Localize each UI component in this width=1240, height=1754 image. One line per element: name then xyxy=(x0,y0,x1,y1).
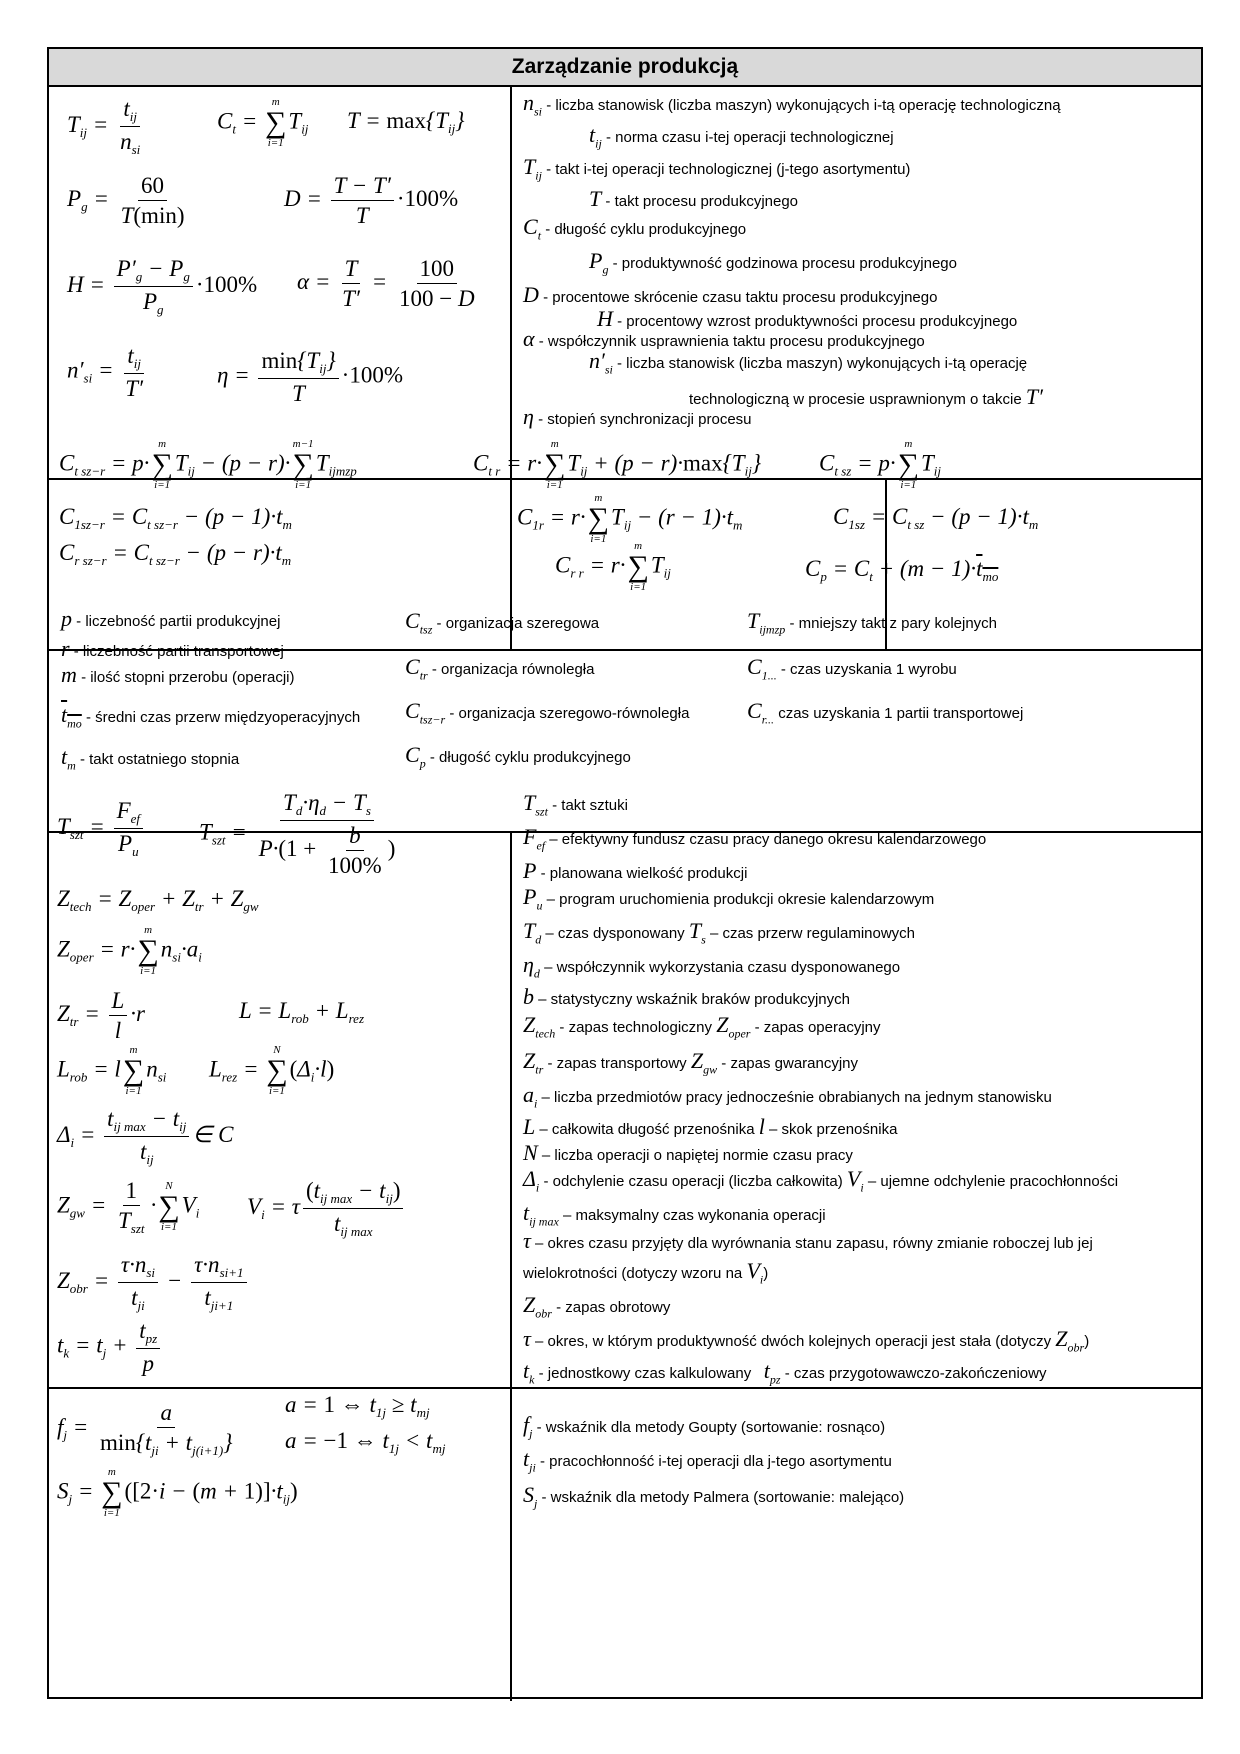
formula-zoper: $Z_{oper} = r\cdot$ m ∑ i=1 $n_{si}\cdot a_i$ xyxy=(57,924,202,977)
formula-zgw: $Z_{gw}$ = $\frac{1}{T_{szt}}$ · N ∑ i=1 $V_i$ xyxy=(57,1178,200,1236)
desc-Pg: $P_g$ - produktywność godzinowa procesu produkcyjnego xyxy=(589,248,957,277)
desc-P: P - planowana wielkość produkcji xyxy=(523,858,748,883)
formula-lrez: $L_{rez}$ = N ∑ i=1 $(\Delta_i\cdot l)$ xyxy=(209,1044,335,1097)
desc-Ztr-Zgw: $Z_{tr}$ - zapas transportowy $Z_{gw}$ - zapas gwarancyjny xyxy=(523,1048,859,1077)
desc-tau-1-cont: wielokrotności (dotyczy wzoru na $V_i$) xyxy=(523,1258,769,1287)
desc-H: H - procentowy wzrost produktywności procesu produkcyjnego xyxy=(597,306,1018,331)
formula-tszt-td: $T_{szt}$ = $T_d\cdot\eta_d - T_s$ P·(1 + $\frac{b}{100\%}$ ) xyxy=(199,790,396,878)
formula-pg: $P_g$ = $\frac{60}{T(\min)}$ xyxy=(67,173,185,228)
desc-Cp: $C_p$ - długość cyklu produkcyjnego xyxy=(405,742,631,771)
desc-nsi-prime-cont: technologiczną w procesie usprawnionym o takcie T′ xyxy=(689,384,1043,409)
desc-L-l: L – całkowita długość przenośnika l – skok przenośnika xyxy=(523,1114,898,1139)
desc-tau-1: τ – okres czasu przyjęty dla wyrównania stanu zapasu, równy zmianie roboczej lub jej xyxy=(523,1228,1093,1253)
desc-tijmax: $t_{ij max}$ – maksymalny czas wykonania operacji xyxy=(523,1200,826,1229)
desc-eta-d: $\eta_d$ – współczynnik wykorzystania czasu dysponowanego xyxy=(523,952,901,981)
desc-tau-2: τ – okres, w którym produktywność dwóch kolejnych operacji jest stała (dotyczy $Z_{obr}$) xyxy=(523,1326,1090,1355)
formula-c1r: $C_{1r} = r\cdot$ m ∑ i=1 $T_{ij} - (r - 1)\cdot t_m$ xyxy=(517,492,743,545)
formula-ztech: $Z_{tech} = Z_{oper} + Z_{tr} + Z_{gw}$ xyxy=(57,886,259,914)
desc-eta: η - stopień synchronizacji procesu xyxy=(523,404,752,429)
formula-nsi-prime: $n'_{si}$ = $\frac{t_{ij}}{T'}$ xyxy=(67,343,144,401)
desc-tji: $t_{ji}$ - pracochłonność i-tej operacji dla j-tego asortymentu xyxy=(523,1446,892,1475)
formula-d: D = $\frac{T - T'}{T}$ ·100% xyxy=(284,173,459,228)
desc-tk-tpz: $t_k$ - jednostkowy czas kalkulowany $t_{pz}$ - czas przygotowawczo-zakończeniowy xyxy=(523,1358,1047,1387)
formula-ctsz: $C_{t sz} = p\cdot$ m ∑ i=1 $T_{ij}$ xyxy=(819,438,942,491)
desc-Ctsz: $C_{tsz}$ - organizacja szeregowa xyxy=(405,608,600,637)
formula-c1sz: $C_{1sz} = C_{t sz} - (p - 1)\cdot t_m$ xyxy=(833,504,1039,532)
desc-nsi: $n_{si}$ - liczba stanowisk (liczba maszyn) wykonujących i-tą operację technologiczną xyxy=(523,90,1061,119)
desc-ai: $a_i$ – liczba przedmiotów pracy jednocześnie obrabianych na jednym stanowisku xyxy=(523,1082,1052,1111)
desc-Fef: $F_{ef}$ – efektywny fundusz czasu pracy danego okresu kalendarzowego xyxy=(523,824,987,853)
formula-sheet xyxy=(47,47,1203,1699)
formula-a-neg: a = −1 ⇔ $t_{1j} < t_{mj}$ xyxy=(285,1428,446,1456)
formula-fj: $f_j$ = $\frac{a}{\min\{t_{ji} + t_{j(i+1)}\}}$ xyxy=(57,1400,233,1458)
divider xyxy=(510,1388,512,1701)
desc-fj: $f_j$ - wskaźnik dla metody Goupty (sortowanie: rosnąco) xyxy=(523,1412,886,1441)
desc-tij: $t_{ij}$ - norma czasu i-tej operacji technologicznej xyxy=(589,122,894,151)
formula-a-pos: a = 1 ⇔ $t_{1j} \ge t_{mj}$ xyxy=(285,1392,430,1420)
formula-ct: $C_t$ = m ∑ i=1 $T_{ij}$ xyxy=(217,96,309,149)
formula-crr: $C_{r r} = r\cdot$ m ∑ i=1 $T_{ij}$ xyxy=(555,540,671,593)
desc-Tszt: $T_{szt}$ - takt sztuki xyxy=(523,790,628,819)
desc-Sj: $S_j$ - wskaźnik dla metody Palmera (sortowanie: malejąco) xyxy=(523,1482,905,1511)
formula-zobr: $Z_{obr}$ = $\frac{\tau\cdot n_{si}}{t_{ji}}$ − $\frac{\tau\cdot n_{si+1}}{t_{ji+1}}$ xyxy=(57,1253,250,1312)
formula-ztr: $Z_{tr}$ = $\frac{L}{l}$ ·r xyxy=(57,988,145,1043)
desc-Ct: $C_t$ - długość cyklu produkcyjnego xyxy=(523,214,747,243)
desc-T: T - takt procesu produkcyjnego xyxy=(589,186,799,211)
page-title: Zarządzanie produkcją xyxy=(49,49,1201,87)
desc-tm: $t_m$ - takt ostatniego stopnia xyxy=(61,744,240,773)
desc-Pu: $P_u$ – program uruchomienia produkcji okresie kalendarzowym xyxy=(523,884,935,913)
desc-r: r - liczebność partii transportowej xyxy=(61,636,284,661)
formula-l: $L = L_{rob} + L_{rez}$ xyxy=(239,998,364,1026)
formula-sj: $S_j$ = m ∑ i=1 $([2\cdot i - (m + 1)]\cdot t_{ij})$ xyxy=(57,1466,298,1519)
desc-b: b – statystyczny wskaźnik braków produkcyjnych xyxy=(523,984,850,1009)
desc-tmo: $t_{mo}$ - średni czas przerw międzyoperacyjnych xyxy=(61,702,361,731)
formula-eta: η = $\frac{\min\{T_{ij}\}}{T}$ ·100% xyxy=(217,348,403,406)
formula-vi: $V_i = \tau$ $\frac{(t_{ij max} - t_{ij})}{t_{ij max}}$ xyxy=(247,1179,406,1238)
desc-N: N – liczba operacji o napiętej normie czasu pracy xyxy=(523,1140,853,1165)
formula-cp: $C_p = C_t + (m - 1)\cdot t_{mo}$ xyxy=(805,556,999,584)
formula-t-max: $T = \max\{T_{ij}\}$ xyxy=(347,108,465,136)
desc-C1: $C_{1...}$ - czas uzyskania 1 wyrobu xyxy=(747,654,957,683)
desc-Tijmzp: $T_{ijmzp}$ - mniejszy takt z pary kolejnych xyxy=(747,608,998,637)
formula-ctr: $C_{t r} = r\cdot$ m ∑ i=1 $T_{ij} + (p - r)\cdot\max\{T_{ij}\}$ xyxy=(473,438,762,491)
desc-nsi-prime: $n'_{si}$ - liczba stanowisk (liczba maszyn) wykonujących i-tą operację xyxy=(589,348,1028,377)
formula-alpha: α = $\frac{T}{T'}$ = $\frac{100}{100 - D}$ xyxy=(297,256,475,311)
formula-tij: $T_{ij}$ = $\frac{t_{ij}}{n_{si}}$ xyxy=(67,96,141,157)
formula-delta: $\Delta_i$ = $\frac{t_{ij max} - t_{ij}}{t_{ij}}$ ∈ C xyxy=(57,1106,234,1167)
desc-p: p - liczebność partii produkcyjnej xyxy=(61,606,281,631)
desc-delta-Vi: $\Delta_i$ - odchylenie czasu operacji (liczba całkowita) $V_i$ – ujemne odchylenie pracochłonności xyxy=(523,1166,1119,1195)
desc-Ctsz-r: $C_{tsz-r}$ - organizacja szeregowo-równoległa xyxy=(405,698,690,727)
desc-Tij: $T_{ij}$ - takt i-tej operacji technologicznej (j-tego asortymentu) xyxy=(523,154,911,183)
formula-crsz-r: $C_{r sz-r} = C_{t sz-r} - (p - r)\cdot t_m$ xyxy=(59,540,292,568)
desc-Ctr: $C_{tr}$ - organizacja równoległa xyxy=(405,654,595,683)
desc-Cr: $C_{r...}$ czas uzyskania 1 partii transportowej xyxy=(747,698,1024,727)
formula-lrob: $L_{rob} = l$ m ∑ i=1 $n_{si}$ xyxy=(57,1044,167,1097)
desc-alpha: α - współczynnik usprawnienia taktu procesu produkcyjnego xyxy=(523,326,925,351)
formula-tszt-fef: $T_{szt}$ = $\frac{F_{ef}}{P_u}$ xyxy=(57,799,146,858)
desc-Zobr: $Z_{obr}$ - zapas obrotowy xyxy=(523,1292,671,1321)
formula-ctsz-r: $C_{t sz-r} = p\cdot$ m ∑ i=1 $T_{ij} - (p - r)\cdot$ m−1 ∑ i=1 $T_{ijmzp}$ xyxy=(59,438,357,491)
divider xyxy=(510,832,512,1387)
divider xyxy=(510,87,512,479)
desc-D: D - procentowe skrócenie czasu taktu procesu produkcyjnego xyxy=(523,282,938,307)
formula-tk: $t_k = t_j$ + $\frac{t_{pz}}{p}$ xyxy=(57,1319,163,1375)
desc-m: m - ilość stopni przerobu (operacji) xyxy=(61,662,295,687)
divider xyxy=(49,1387,1201,1389)
formula-h: H = $\frac{P'_g - P_g}{P_g}$ ·100% xyxy=(67,256,258,317)
formula-c1sz-r: $C_{1sz-r} = C_{t sz-r} - (p - 1)\cdot t_m$ xyxy=(59,504,292,532)
desc-Td-Ts: $T_d$ – czas dysponowany $T_s$ – czas przerw regulaminowych xyxy=(523,918,916,947)
desc-Ztech-Zoper: $Z_{tech}$ - zapas technologiczny $Z_{oper}$ - zapas operacyjny xyxy=(523,1012,881,1041)
